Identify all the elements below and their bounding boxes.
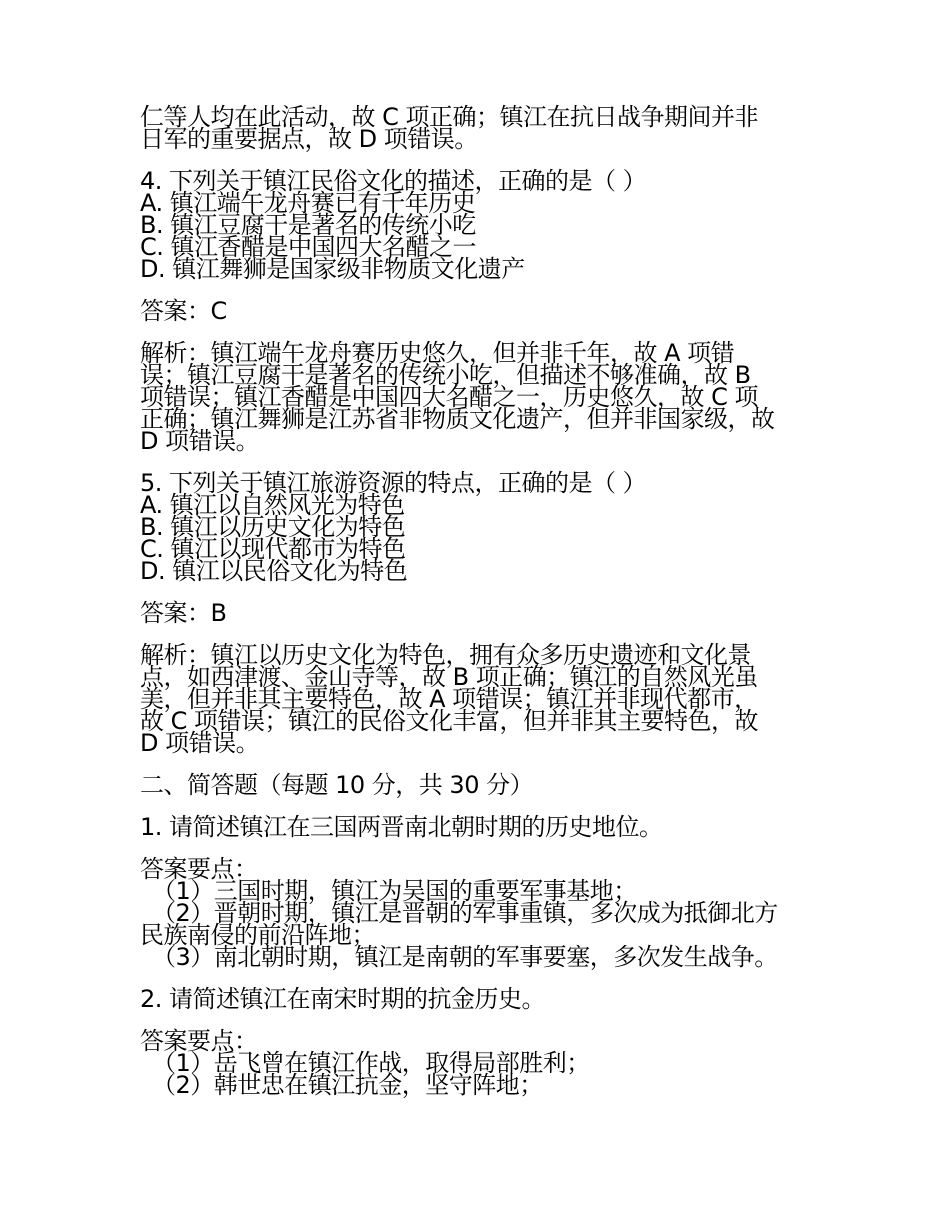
- answer-point: （1）三国时期，镇江为吴国的重要军事基地；: [152, 877, 637, 905]
- short-question-1: [140, 813, 820, 841]
- text-line: 美，但并非其主要特色，故 A 项错误；镇江并非现代都市，: [140, 685, 758, 713]
- text-line: 故 C 项错误；镇江的民俗文化丰富，但并非其主要特色，故: [140, 707, 759, 735]
- text-line: 项错误；镇江香醋是中国四大名醋之一，历史悠久，故 C 项: [140, 383, 759, 411]
- option-c: C. 镇江以现代都市为特色: [140, 535, 406, 563]
- answer-point-continuation: 民族南侵的前沿阵地；: [140, 921, 375, 949]
- document-page: [140, 103, 820, 1116]
- text-line: 解析：镇江端午龙舟赛历史悠久，但并非千年，故 A 项错: [140, 339, 735, 367]
- text-line: 日军的重要据点，故 D 项错误。: [140, 125, 478, 153]
- text-line: 正确；镇江舞狮是江苏省非物质文化遗产，但并非国家级，故: [140, 405, 775, 433]
- question-stem: 1. 请简述镇江在三国两晋南北朝时期的历史地位。: [140, 813, 663, 841]
- section-heading: [140, 771, 820, 799]
- section-title: 二、简答题（每题 10 分，共 30 分）: [140, 771, 534, 799]
- text-line: 误；镇江豆腐干是著名的传统小吃，但描述不够准确，故 B: [140, 361, 751, 389]
- option-a: A. 镇江端午龙舟赛已有千年历史: [140, 189, 476, 217]
- paragraph: [140, 103, 820, 153]
- question-stem: 5. 下列关于镇江旅游资源的特点，正确的是（ ）: [140, 469, 647, 497]
- explanation-5: [140, 641, 820, 757]
- answer-line: 答案：C: [140, 297, 227, 325]
- text-line: 仁等人均在此活动，故 C 项正确；镇江在抗日战争期间并非: [140, 103, 759, 131]
- answer-line: 答案：B: [140, 599, 227, 627]
- question-stem: 4. 下列关于镇江民俗文化的描述，正确的是（ ）: [140, 167, 647, 195]
- answer-point: （2）晋朝时期，镇江是晋朝的军事重镇，多次成为抵御北方: [152, 899, 778, 927]
- answer-points-1: [140, 855, 820, 971]
- answer-points-2: [140, 1027, 820, 1099]
- text-line: 解析：镇江以历史文化为特色，拥有众多历史遗迹和文化景: [140, 641, 751, 669]
- answer-point: （3）南北朝时期，镇江是南朝的军事要塞，多次发生战争。: [152, 943, 778, 971]
- text-line: D 项错误。: [140, 427, 260, 455]
- answer-heading: 答案要点：: [140, 1027, 258, 1055]
- option-d: D. 镇江以民俗文化为特色: [140, 557, 408, 585]
- option-d: D. 镇江舞狮是国家级非物质文化遗产: [140, 255, 525, 283]
- question-5: [140, 469, 820, 585]
- text-line: 点，如西津渡、金山寺等，故 B 项正确；镇江的自然风光虽: [140, 663, 758, 691]
- option-b: B. 镇江豆腐干是著名的传统小吃: [140, 211, 476, 239]
- answer-5: [140, 599, 820, 627]
- question-stem: 2. 请简述镇江在南宋时期的抗金历史。: [140, 985, 546, 1013]
- answer-heading: 答案要点：: [140, 855, 258, 883]
- option-c: C. 镇江香醋是中国四大名醋之一: [140, 233, 477, 261]
- option-b: B. 镇江以历史文化为特色: [140, 513, 406, 541]
- question-4: [140, 167, 820, 283]
- explanation-4: [140, 339, 820, 455]
- option-a: A. 镇江以自然风光为特色: [140, 491, 405, 519]
- answer-4: [140, 297, 820, 325]
- answer-point: （1）岳飞曾在镇江作战，取得局部胜利；: [152, 1049, 590, 1077]
- text-line: D 项错误。: [140, 729, 260, 757]
- short-question-2: [140, 985, 820, 1013]
- answer-point: （2）韩世忠在镇江抗金，坚守阵地；: [152, 1071, 543, 1099]
